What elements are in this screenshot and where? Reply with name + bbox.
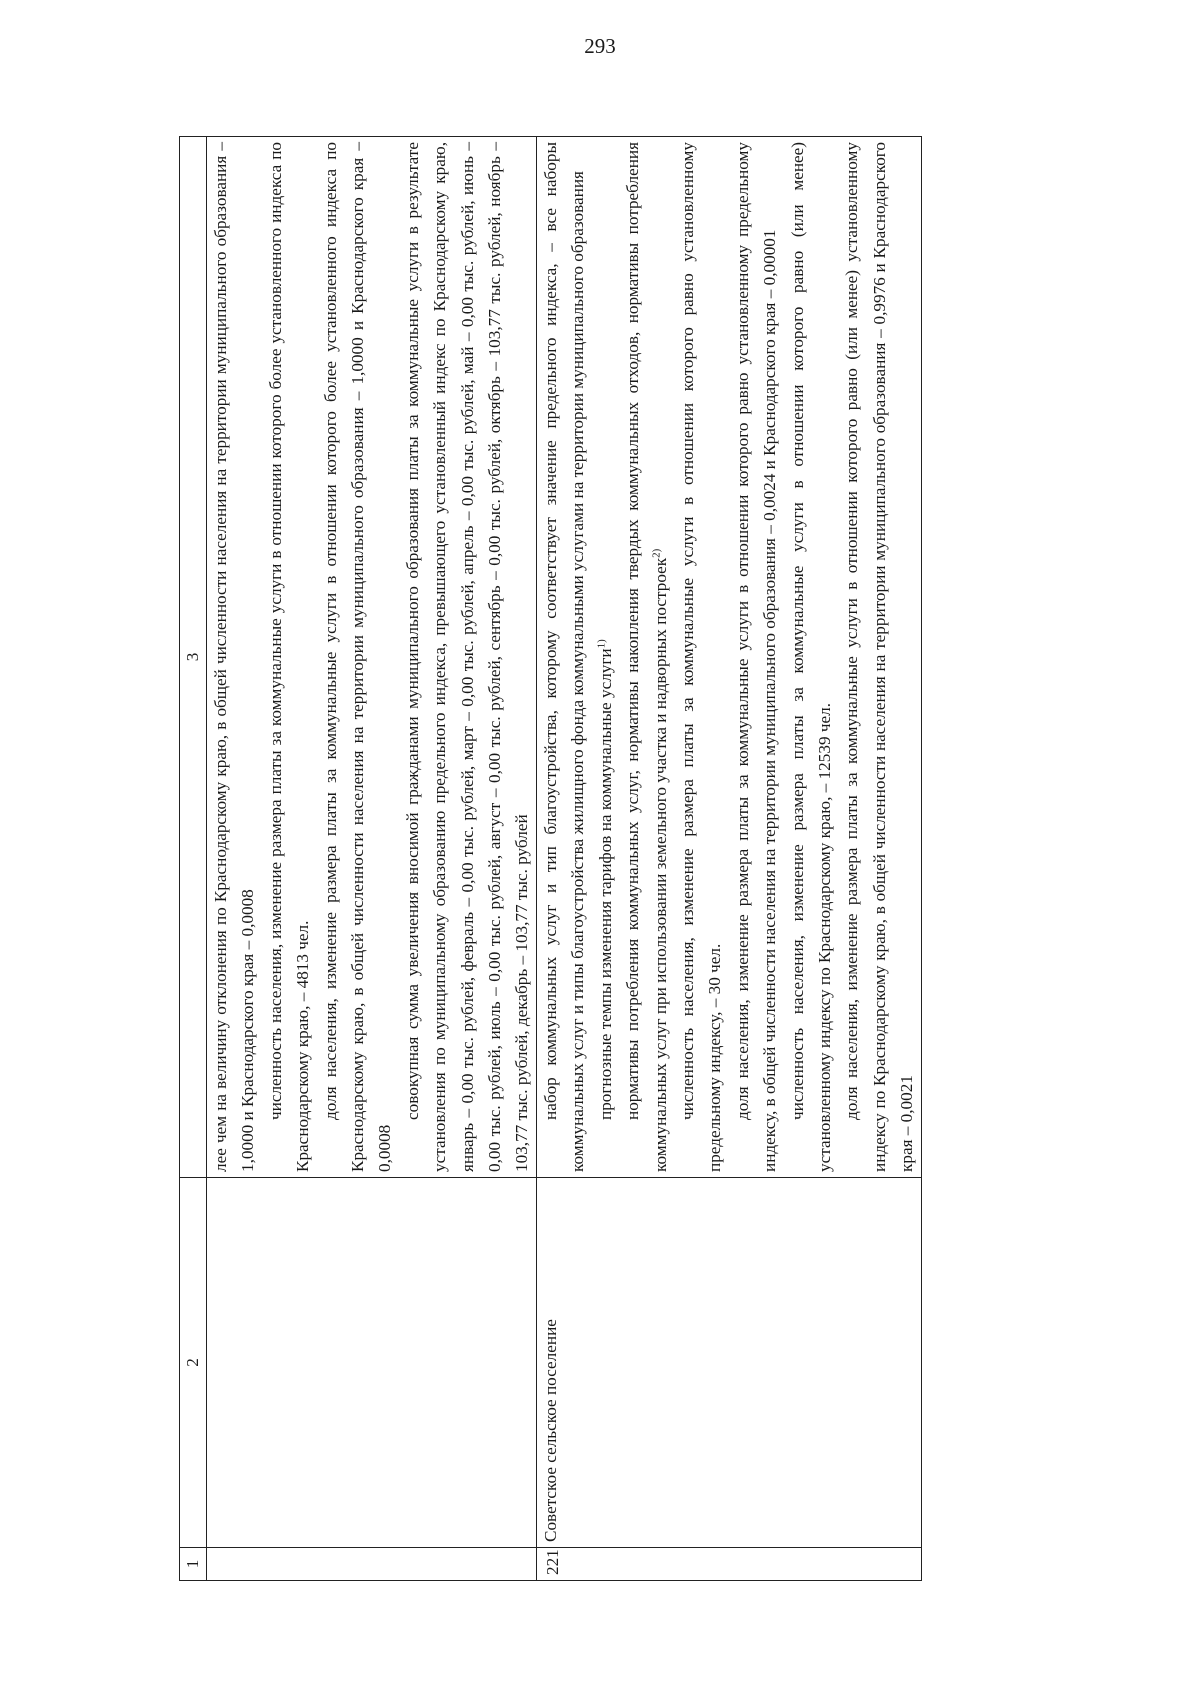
indicator-paragraph: доля населения, изменение размера платы за коммунальные услуги в отношении которого равно (или менее) установленному индексу по Краснодарскому краю, в общей численности населения на территории муниципального образования – 0,9976 и Краснодарского края – 0,0021 (842, 142, 917, 1172)
indicator-paragraph (619, 142, 674, 1172)
page-number: 293 (584, 34, 616, 58)
indicators-cell (207, 137, 537, 1178)
indicator-text: прогнозные темпы изменения тарифов на коммунальные услуги (595, 648, 615, 1120)
table-header-row (180, 137, 207, 1581)
indicator-paragraph: доля населения, изменение размера платы за коммунальные услуги в отношении которого равно установленному предельному индексу, в общей численности населения на территории муниципального образования – 0,0024 и Краснодарского края – 0,00001 (732, 142, 780, 1172)
indicator-paragraph: численность населения, изменение размера платы за коммунальные услуги в отношении которого равно установленному предельному индексу, – 30 чел. (677, 142, 725, 1172)
header-col-1: 1 (180, 1548, 207, 1581)
indicator-paragraph: лее чем на величину отклонения по Краснодарскому краю, в общей численности населения на территории муниципального образования – 1,0000 и Краснодарского края – 0,0008 (211, 142, 258, 1172)
footnote-marker: 2) (649, 548, 662, 558)
indicator-paragraph: совокупная сумма увеличения вносимой гражданами муниципального образования платы за коммунальные услуги в результате установления по муниципальному образованию предельного индекса, превышающего установленный индекс по Краснодарскому краю, январь – 0,00 тыс. рублей, февраль – 0,00 тыс. рублей, март – 0,00 тыс. рублей, апрель – 0,00 тыс. рублей, май – 0,00 тыс. рублей, июнь – 0,00 тыс. рублей, июль – 0,00 тыс. рублей, август – 0,00 тыс. рублей, сентябрь – 0,00 тыс. рублей, октябрь – 103,77 тыс. рублей, ноябрь – 103,77 тыс. рублей, декабрь – 103,77 тыс. рублей (402, 142, 532, 1172)
row-number-cell: 221 (536, 1548, 921, 1581)
municipality-cell: Советское сельское поселение (536, 1178, 921, 1548)
rotated-table-wrapper (179, 137, 917, 1581)
indicator-paragraph: доля населения, изменение размера платы за коммунальные услуги в отношении которого более установленного индекса по Краснодарскому краю, в общей численности населения на территории муниципального образования – 1,0000 и Краснодарского края – 0,0008 (320, 142, 395, 1172)
header-col-2: 2 (180, 1178, 207, 1548)
indicator-paragraph: численность населения, изменение размера платы за коммунальные услуги в отношении которого равно (или менее) установленному индексу по Краснодарскому краю, – 12539 чел. (787, 142, 834, 1172)
indicator-paragraph (592, 142, 619, 1172)
table-row-221 (536, 137, 921, 1581)
indicators-cell (536, 137, 921, 1178)
header-col-3: 3 (180, 137, 207, 1178)
data-table (179, 136, 922, 1581)
indicator-paragraph: набор коммунальных услуг и тип благоустройства, которому соответствует значение предельного индекса, – все наборы коммунальных услуг и типы благоустройства жилищного фонда коммунальными услугами на территории муниципального образования (540, 142, 588, 1172)
footnote-marker: 1) (594, 639, 607, 649)
municipality-cell (207, 1178, 537, 1548)
table-row-continued (207, 137, 537, 1581)
row-number-cell (207, 1548, 537, 1581)
indicator-paragraph: численность населения, изменение размера платы за коммунальные услуги в отношении которого более установленного индекса по Краснодарскому краю, – 4813 чел. (265, 142, 313, 1172)
indicator-text: нормативы потребления коммунальных услуг, нормативы накопления твердых коммунальных отходов, нормативы потребления коммунальных услуг при использовании земельного участка и надворных построек (623, 142, 670, 1172)
